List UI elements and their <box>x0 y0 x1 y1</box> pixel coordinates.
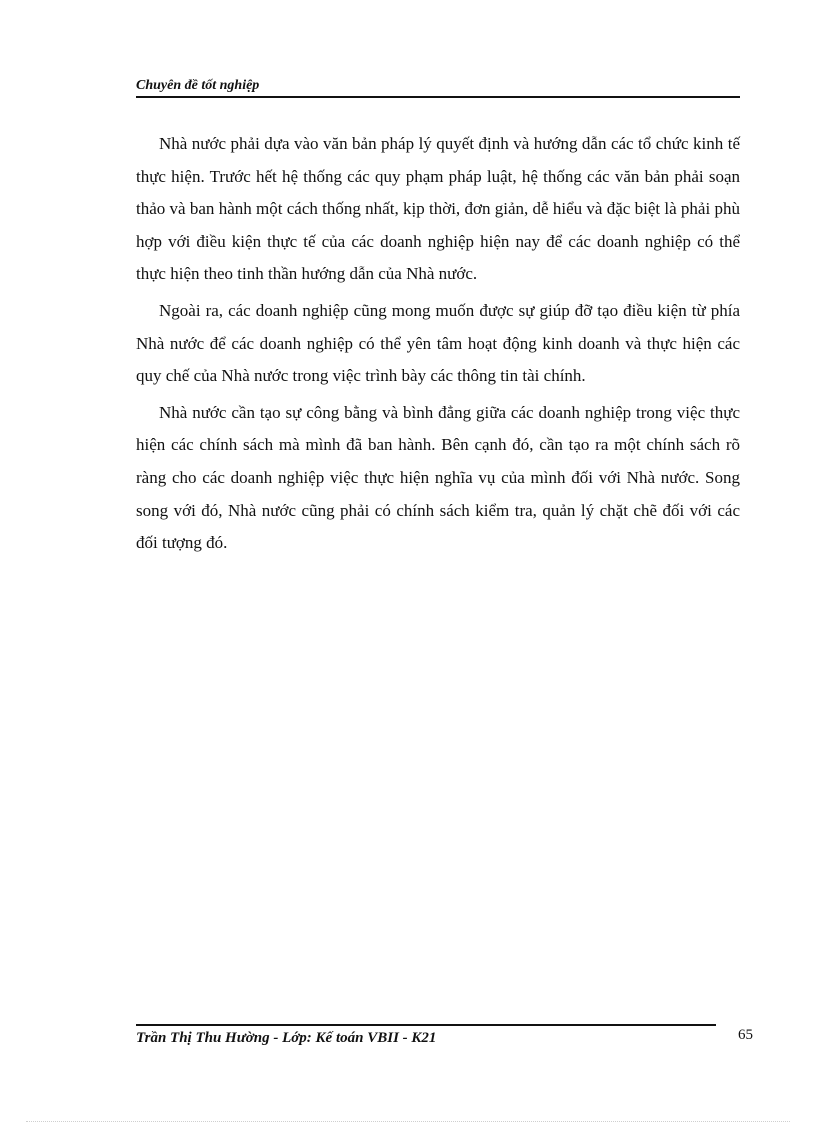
body-paragraph-2: Ngoài ra, các doanh nghiệp cũng mong muốn được sự giúp đỡ tạo điều kiện từ phía Nhà nước để các doanh nghiệp có thể yên tâm hoạt động kinh doanh và thực hiện các quy chế của Nhà nước trong việc trình bày các thông tin tài chính. <box>136 300 740 386</box>
page-number: 65 <box>738 1027 753 1043</box>
page-bottom-border <box>26 1121 790 1122</box>
page-body <box>136 128 740 564</box>
body-paragraph-3: Nhà nước cần tạo sự công bằng và bình đẳng giữa các doanh nghiệp trong việc thực hiện các chính sách mà mình đã ban hành. Bên cạnh đó, cần tạo ra một chính sách rõ ràng cho các doanh nghiệp việc thực hiện nghĩa vụ của mình đối với Nhà nước. Song song với đó, Nhà nước cũng phải có chính sách kiểm tra, quản lý chặt chẽ đối với các đối tượng đó. <box>136 402 740 553</box>
page-header <box>136 76 740 98</box>
footer-author: Trần Thị Thu Hường - Lớp: Kế toán VBII - K21 <box>136 1030 437 1046</box>
header-title: Chuyên đề tốt nghiệp <box>136 78 260 93</box>
body-paragraph-1: Nhà nước phải dựa vào văn bản pháp lý quyết định và hướng dẫn các tổ chức kinh tế thực hiện. Trước hết hệ thống các quy phạm pháp luật, hệ thống các văn bản phải soạn thảo và ban hành một cách thống nhất, kịp thời, đơn giản, dễ hiểu và đặc biệt là phải phù hợp với điều kiện thực tế của các doanh nghiệp hiện nay để các doanh nghiệp có thể thực hiện theo tinh thần hướng dẫn của Nhà nước. <box>136 134 740 284</box>
footer-rule <box>136 1024 716 1026</box>
